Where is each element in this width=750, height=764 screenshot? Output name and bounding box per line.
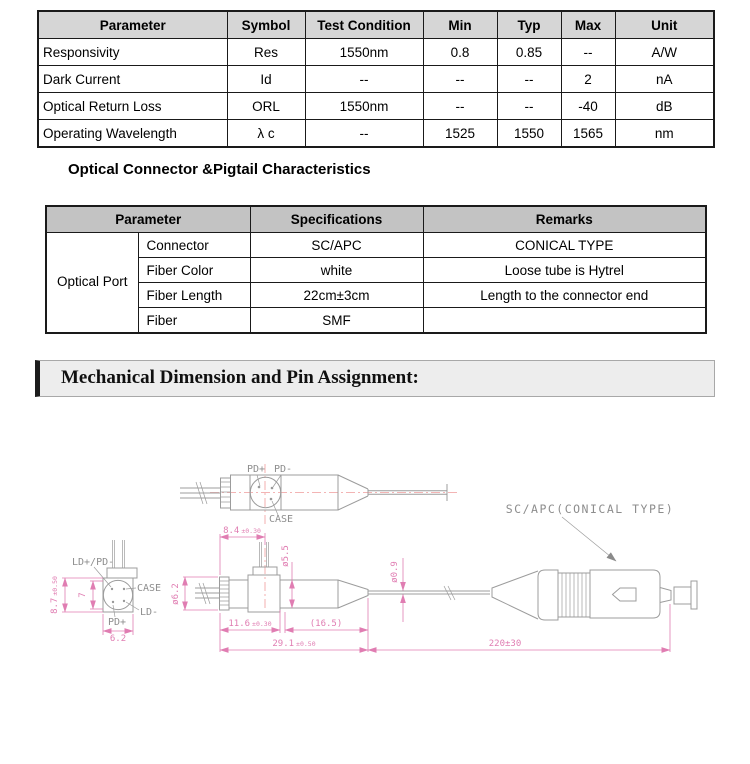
table-cell: --: [561, 39, 615, 66]
table-row: [46, 233, 706, 258]
dimension-fiber-dia: [390, 558, 403, 622]
boot-collar: [538, 570, 558, 620]
connector-table: [45, 205, 707, 334]
table-cell: --: [423, 93, 497, 120]
spec-table: [37, 10, 715, 148]
svg-text:8.4±0.30: 8.4 ±0.30: [223, 526, 261, 536]
connector-neck: [660, 588, 671, 603]
can-cap-circle: [103, 580, 132, 609]
table-cell: nm: [615, 120, 714, 148]
col-header-min: Min: [423, 11, 497, 39]
svg-text:220±30: 220±30: [488, 639, 522, 649]
table-cell: white: [250, 258, 423, 283]
spec-table-header-row: [38, 11, 714, 39]
module-body: [229, 580, 248, 608]
table-cell: ORL: [227, 93, 305, 120]
drawing-connector: [492, 502, 697, 620]
svg-text:7: 7: [78, 592, 88, 598]
table-cell: SC/APC: [250, 233, 423, 258]
pin-ld-minus: [123, 600, 125, 602]
col-header-remarks: Remarks: [423, 206, 706, 233]
toothed-flange: [220, 577, 230, 610]
mechanical-section-header: [35, 360, 715, 397]
table-cell: 1565: [561, 120, 615, 148]
col-header-symbol: Symbol: [227, 11, 305, 39]
svg-text:8.7±0.50: 8.7±0.50: [50, 576, 60, 614]
table-cell: Dark Current: [38, 66, 227, 93]
drawing-front-view: [50, 540, 161, 644]
group-cell-optical-port: Optical Port: [46, 233, 138, 334]
strain-relief-ribs: [558, 573, 590, 617]
pin-pd-plus: [112, 601, 114, 603]
can-flange: [107, 568, 137, 578]
can-housing: [248, 575, 280, 612]
nose-cylinder: [280, 580, 338, 608]
table-cell: --: [305, 66, 423, 93]
connector-boot: [492, 571, 538, 619]
label-case: CASE: [268, 514, 294, 525]
table-cell: 1550: [497, 120, 561, 148]
table-cell: Res: [227, 39, 305, 66]
table-cell: A/W: [615, 39, 714, 66]
table-cell: 0.8: [423, 39, 497, 66]
ferrule: [674, 587, 691, 604]
col-header-specifications: Specifications: [250, 206, 423, 233]
table-cell: --: [497, 93, 561, 120]
can-leads: [259, 542, 268, 567]
table-cell: Fiber Length: [138, 283, 250, 308]
col-header-unit: Unit: [615, 11, 714, 39]
table-cell: 1525: [423, 120, 497, 148]
table-cell: Operating Wavelength: [38, 120, 227, 148]
table-cell: dB: [615, 93, 714, 120]
connector-table-header-row: [46, 206, 706, 233]
mechanical-drawing: [0, 420, 750, 764]
lead-wires: [180, 482, 221, 504]
drawing-side-view: [171, 526, 670, 652]
table-cell: 2: [561, 66, 615, 93]
col-header-parameter: Parameter: [46, 206, 250, 233]
pin-pd-plus: [258, 486, 261, 489]
col-header-parameter: Parameter: [38, 11, 227, 39]
can-leads: [112, 540, 124, 568]
svg-text:6.2: 6.2: [109, 634, 127, 644]
table-row: [38, 120, 714, 148]
label-pd-plus: PD+: [107, 617, 127, 628]
toothed-flange: [221, 478, 231, 508]
label-case: CASE: [137, 583, 162, 594]
fiber-line: [368, 586, 490, 600]
dimension-front-height: [50, 576, 103, 614]
table-cell: Length to the connector end: [423, 283, 706, 308]
table-cell: Loose tube is Hytrel: [423, 258, 706, 283]
table-cell: --: [497, 66, 561, 93]
nose-cone: [338, 580, 368, 608]
table-row: [38, 39, 714, 66]
label-connector-type: SC/APC(CONICAL TYPE): [505, 502, 675, 516]
table-row: [46, 258, 706, 283]
svg-text:(16.5): (16.5): [309, 619, 343, 629]
svg-text:ø0.9: ø0.9: [390, 561, 400, 583]
connector-housing: [590, 570, 660, 618]
dimension-can-offset: [220, 526, 265, 575]
label-pd-minus: PD-: [273, 464, 293, 475]
table-cell: 1550nm: [305, 93, 423, 120]
label-ld-minus: LD-: [140, 607, 159, 618]
col-header-max: Max: [561, 11, 615, 39]
table-cell: [423, 308, 706, 334]
col-header-typ: Typ: [497, 11, 561, 39]
table-cell: 1550nm: [305, 39, 423, 66]
col-header-test-condition: Test Condition: [305, 11, 423, 39]
label-pd-plus: PD+: [246, 464, 266, 475]
dimension-body-dia: [281, 545, 292, 608]
table-cell: SMF: [250, 308, 423, 334]
lead-wires: [195, 583, 220, 604]
table-cell: λ c: [227, 120, 305, 148]
dimension-body-length: [220, 610, 280, 652]
table-row: [46, 283, 706, 308]
pin-case: [123, 588, 125, 590]
table-cell: 22cm±3cm: [250, 283, 423, 308]
pin-pd-minus: [271, 487, 274, 490]
svg-text:11.6±0.30: 11.6 ±0.30: [228, 619, 272, 629]
dimension-total-length: [220, 639, 368, 650]
connector-section-title: Optical Connector &Pigtail Characteristics: [68, 161, 371, 178]
table-cell: Responsivity: [38, 39, 227, 66]
dimension-pigtail-length: [368, 604, 670, 652]
table-cell: Fiber: [138, 308, 250, 334]
table-cell: Id: [227, 66, 305, 93]
pin-ld-plus-pd-minus: [111, 588, 113, 590]
mechanical-section-title: Mechanical Dimension and Pin Assignment:: [61, 367, 419, 388]
break-mark: [448, 586, 455, 600]
svg-text:29.1±0.50: 29.1 ±0.50: [272, 639, 316, 649]
housing-slot: [613, 588, 637, 601]
dimension-front-inner-height: [78, 581, 103, 609]
table-row: [38, 93, 714, 120]
table-cell: Optical Return Loss: [38, 93, 227, 120]
table-cell: --: [305, 120, 423, 148]
ferrule-end-cap: [691, 581, 697, 609]
table-cell: Fiber Color: [138, 258, 250, 283]
drawing-top-view: [180, 464, 458, 525]
pin-case: [270, 498, 273, 501]
table-row: [46, 308, 706, 334]
table-row: [38, 66, 714, 93]
leader-line: [562, 517, 616, 561]
table-cell: Connector: [138, 233, 250, 258]
svg-text:ø5.5: ø5.5: [281, 545, 291, 567]
table-cell: 0.85: [497, 39, 561, 66]
break-mark: [444, 586, 451, 600]
table-cell: --: [423, 66, 497, 93]
svg-text:ø6.2: ø6.2: [171, 583, 181, 605]
table-cell: CONICAL TYPE: [423, 233, 706, 258]
table-cell: nA: [615, 66, 714, 93]
label-ld-plus-pd-minus: LD+/PD-: [72, 557, 115, 568]
table-cell: -40: [561, 93, 615, 120]
